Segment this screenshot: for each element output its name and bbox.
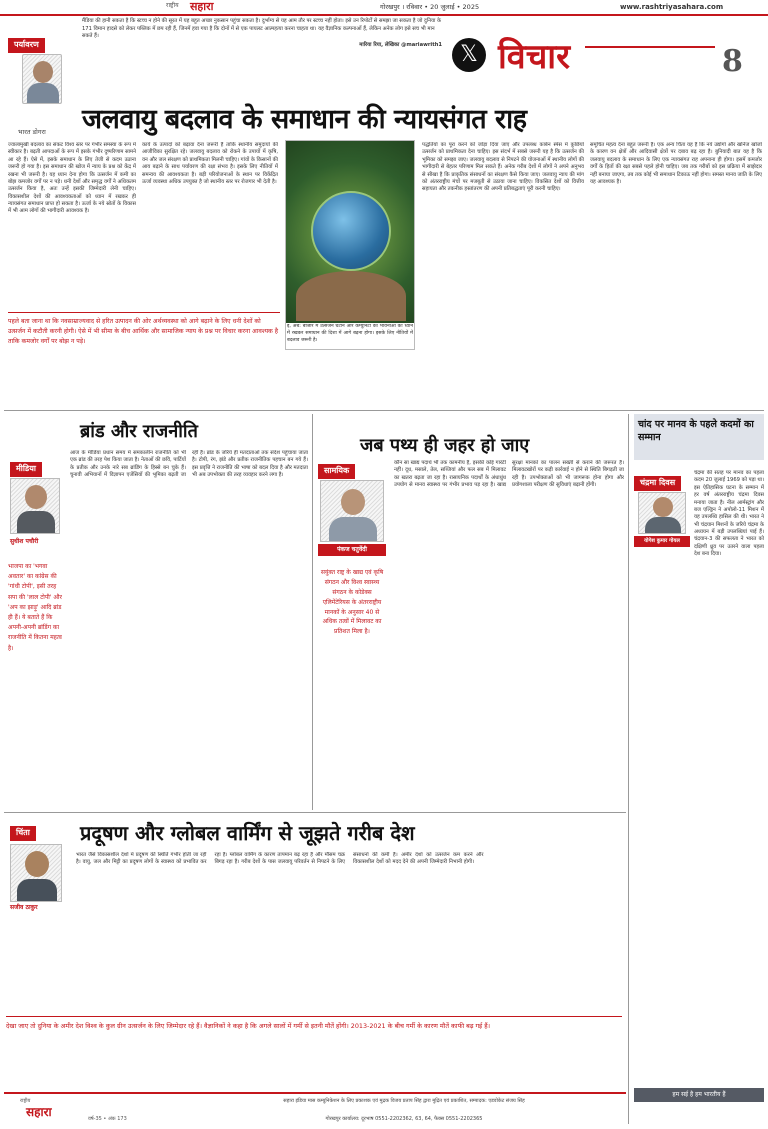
poison-headline: जब पथ्य ही जहर हो जाए — [360, 435, 530, 456]
pollution-box — [6, 818, 70, 968]
author-name: भारत डोगरा — [18, 128, 46, 136]
author-photo — [10, 844, 62, 902]
lead-col-3: पद्धतियों का पूरा करने को जोड़ा दिया जाए और उपलब्ध कार्बन स्पेस में कुछियों उत्सर्जन को प्राथमिकता देना चाहिए। इस संदर्भ में सबसे जरूरी यह है कि उत्सर्जन की भूमिका को समझा जाए। जलवायु बदलाव से निपटने की योजनाओं में स्थानीय लोगों की भागीदारी से बेहतर परिणाम मिल सकते हैं। अनेक गरीब देशों में लोगों ने अपने अनुभव से सीखा है कि प्राकृतिक संसाधनों का संरक्षण कैसे किया जाए। जलवायु न्याय की मांग को अंतरराष्ट्रीय मंचों पर मजबूती से उठाया जाना चाहिए। विकसित देशों को वित्तीय सहायता और तकनीक हस्तांतरण की अपनी प्रतिबद्धताएं पूरी करनी चाहिए। — [422, 142, 584, 193]
website[interactable]: www.rashtriyasahara.com — [620, 3, 724, 11]
vdivider-2 — [628, 414, 629, 1124]
lead-pullquote — [8, 312, 280, 404]
section-tag: मीडिया — [10, 462, 42, 477]
author-photo — [10, 478, 60, 534]
brand-body: आज के मीडिया प्रधान समय में समकालीन राजनीति को भी एक ब्रांड की तरह पेश किया जाता है। नेताओं की छवि, पार्टियों के प्रतीक और उनके नारे सब ब्रांडिंग के हिस्से बन चुके हैं। चुनावी अभियानों में विज्ञापन एजेंसियों की भूमिका बढ़ती जा रही है। ब्रांड के जरिये ही मतदाताओं तक संदेश पहुंचाया जाता है। टोपी, रंग, झंडे और प्रतीक राजनीतिक पहचान बन गये हैं। इस प्रवृत्ति ने राजनीति की भाषा को बदल दिया है और मतदाता भी अब उपभोक्ता की तरह व्यवहार करने लगा है। — [70, 450, 308, 479]
author-name: सजीव ठाकुर — [10, 904, 38, 911]
footer-issue: वर्ष-35 • अंक 173 — [88, 1116, 127, 1122]
moon-body: चंद्रमा की सतह पर मानव का पहला कदम 20 जुलाई 1969 को पड़ा था। इस ऐतिहासिक घटना के सम्मान में हर वर्ष अंतरराष्ट्रीय चंद्रमा दिवस मनाया जाता है। नील आर्मस्ट्रांग और बज एल्ड्रिन ने अपोलो-11 मिशन में यह उपलब्धि हासिल की थी। भारत ने भी चंद्रयान मिशनों के जरिये चंद्रमा के अध्ययन में बड़ी उपलब्धियां पाई हैं। चंद्रयान-3 की सफलता ने भारत को दक्षिणी ध्रुव पर उतरने वाला पहला देश बना दिया। — [694, 470, 764, 558]
footer-contact: गोरखपुर कार्यालय: दूरभाष 0551-2202362, 63, 64, फैक्स 0551-2202365 — [325, 1116, 483, 1122]
brand-box — [6, 446, 64, 808]
author-name: पंकज चतुर्वेदी — [318, 544, 386, 556]
lead-col-2: कार्य के उत्पादों को बढ़ावा देना जरूरी है ताकि स्थानीय समुदायों की आजीविका सुरक्षित रहे। जलवायु बदलाव को रोकने के उपायों में कृषि, वन और जल संरक्षण को प्राथमिकता मिलनी चाहिए। गांवों के किसानों की आय बढ़ाने के साथ पर्यावरण की रक्षा संभव है। इसके लिए नीतियों में समन्वय की आवश्यकता है। बड़ी परियोजनाओं के स्थान पर विकेंद्रित ऊर्जा व्यवस्था अधिक उपयुक्त है जो स्थानीय स्तर पर रोजगार भी देती है। — [142, 142, 278, 185]
brand-headline: ब्रांड और राजनीति — [80, 421, 198, 442]
section-tag: चंद्रमा दिवस — [634, 476, 681, 491]
footer-brand: सहारा — [26, 1105, 52, 1119]
lead-col-1: ज्वालामुखी बदलाव का संकट विश्व स्तर पर गंभीर समस्या के रूप में स्वीकार है। बढ़ती आपदाओं के रूप में इसके गंभीर दुष्परिणाम सामने आ रहे हैं। ऐसे में, इसके समाधान के लिए तेजी से कदम उठाना जरूरी हो गया है। इस समाधान की खोज में न्याय के प्रश्न को केंद्र में रखना भी जरूरी है। यह ध्यान देना होगा कि उत्सर्जन में कमी का बोझ कमजोर वर्गों पर न पड़े। धनी देशों और समृद्ध वर्गों ने अधिकतम उत्सर्जन किया है, अतः उन्हें इसकी जिम्मेदारी लेनी चाहिए। विकासशील देशों की आवश्यकताओं को ध्यान में रखकर ही न्यायसंगत समाधान प्राप्त हो सकता है। ऊर्जा के नये स्रोतों के विकास में भी आम लोगों की भागीदारी आवश्यक है। — [8, 142, 136, 215]
author-name: योगेश कुमार गोयल — [634, 536, 690, 547]
author-photo — [22, 54, 62, 104]
divider-2 — [4, 812, 626, 813]
moon-header — [634, 414, 764, 460]
moon-headline: चांद पर मानव के पहले कदमों का सम्मान — [638, 419, 754, 444]
top-quote — [82, 18, 442, 66]
author-photo — [320, 480, 384, 542]
lead-photo — [285, 140, 415, 350]
moon-footer-text: हम सई है हम भारतीय हैं — [672, 1091, 726, 1098]
section-title: विचार — [498, 37, 571, 77]
section-divider — [585, 46, 715, 48]
brand-logo: सहारा — [190, 0, 214, 13]
poison-pull: सयुंक्त राष्ट्र के खाद्य एवं कृषि संगठन और विश्व स्वास्थ्य संगठन के कोडेक्स एलिमेंटेरियस के अंतरराष्ट्रीय मानकों के अनुसार 40 से अधिक तत्वों में मिलावट का प्रतिशत मिला है। — [320, 569, 384, 636]
quote-text: मैंडिया की हानी सकता है कि स्टच्च न होने की सूरत में यह बहुत अच्छा नुकसान पहुंचा सकता है। दुर्भाग्य से यह आम तौर पर स्टच्च नहीं होता। इसे उन रिपोर्टों से समझा जा सकता है जो दुनिया के 171 विमान हादसे को लेकर पब्लिक में छप रही हैं, जिनमें हवा गया है कि दोनों में से एक पायलट आत्महत्या करना चाहता था। यह वैज्ञानिक कल्पनाओं हैं, लेकिन अनेक लोग इसे सच भी मान सकते हैं। — [82, 18, 441, 40]
divider-1 — [4, 410, 764, 411]
pollution-body: भारत जैसे विकासशील देशों में प्रदूषण की स्थिति गंभीर होती जा रही है। वायु, जल और मिट्टी का प्रदूषण लोगों के स्वास्थ्य को प्रभावित कर रहा है। ग्लोबल वार्मिंग के कारण तापमान बढ़ रहा है और मौसम चक्र बिगड़ रहा है। गरीब देशों के पास जलवायु परिवर्तन से निपटने के लिए संसाधनों की कमी है। अमीर देशों को उत्सर्जन कम करने और विकासशील देशों को मदद देने की अपनी जिम्मेदारी निभानी होगी। — [76, 852, 484, 866]
x-logo-icon: 𝕏 — [452, 38, 486, 72]
pollution-pull-text: देखा जाए तो दुनिया के अमीर देश विश्व के कुल ग्रीन उत्सर्जन के लिए जिम्मेदार रहे हैं। वैज्ञानिकों ने कहा है कि अगले सालों में गर्मी से इतनी मौतें होंगी। 2013-2021 के बीच गर्मी के कारण मौतें काफी बढ़ गई हैं। — [6, 1022, 491, 1030]
date-line: गोरखपुर । रविवार • 20 जुलाई • 2025 — [380, 3, 480, 11]
photo-caption: ई, अब: बाजार में उत्सर्जन घटाने और कम्युनिटी की भावनाओं को ध्यान में रखकर समाधान की दिशा में आगे बढ़ना होगा। इसके लिए नीतियों में बदलाव जरूरी है। — [287, 324, 413, 343]
section-tag: पर्यावरण — [8, 38, 45, 53]
pollution-headline: प्रदूषण और ग्लोबल वार्मिंग से जूझते गरीब देश — [80, 821, 415, 845]
section-tag: चिंता — [10, 826, 36, 841]
author-name: सुधीश पचौरी — [10, 538, 39, 545]
poison-body: कौन सा खाद्य पदार्थ भी तक कामनीय है, इसकी कोई गारंटी नहीं। दूध, मसाले, तेल, सब्जियां और फल सब में मिलावट का खतरा बढ़ता जा रहा है। रासायनिक पदार्थों के अंधाधुंध उपयोग से मानव स्वास्थ्य पर गंभीर प्रभाव पड़ रहा है। खाद्य सुरक्षा मानकों का पालन सख्ती से कराने की जरूरत है। मिलावटखोरों पर कड़ी कार्रवाई न होने से स्थिति बिगड़ती जा रही है। उपभोक्ताओं को भी जागरूक होना होगा और प्रयोगशाला परीक्षण की सुविधाएं बढ़ानी होंगी। — [394, 460, 624, 489]
vdivider-1 — [312, 414, 313, 810]
brand-pull: भाजपा का 'भगवा अवतार' का कांग्रेस की 'गांधी टोपी', इसी तरह सपा की 'लाल टोपी' और 'अप का झाड़ू' आदि ब्रांड ही हैं। ये बताते हैं कि अपनी-अपनी ब्रांडिंग का राजनीति में कितना महत्व है। — [8, 563, 62, 652]
section-tag: सामयिक — [318, 464, 355, 479]
lead-col-4: समूचित महत्व देना बहुत जरूरी है। एक अन्य चिंता यह है कि नये उद्योगों और खनिज खोजों के कारण वन क्षेत्रों और आदिवासी क्षेत्रों पर दबाव बढ़ रहा है। बुनियादी बात यह है कि जलवायु बदलाव के समाधान के लिए एक न्यायसंगत राह अपनाना ही होगा। इसमें कमजोर वर्गों के हितों की रक्षा सबसे पहले होनी चाहिए। जब तक गरीबों को इस प्रक्रिया में साझेदार नहीं बनाया जाएगा, तब तक कोई भी समाधान टिकाऊ नहीं होगा। समस्त मानव जाति के लिए यह आवश्यक है। — [590, 142, 762, 185]
masthead — [0, 0, 768, 16]
page-footer — [4, 1092, 626, 1126]
pullquote-text: पहले बता जाना था कि नवसाम्राज्यवाद से हरित उत्पादन की ओर अर्थव्यवस्था को आगे बढ़ाने के लिए धनी देशों को उत्सर्जन में कटौती करनी होगी। ऐसे में भी सीमा के बीच आर्थिक और सामाजिक न्याय के प्रश्न पर विचार करना आवश्यक है ताकि कमजोर वर्गों पर बोझ न पड़े। — [8, 318, 279, 345]
page-number: 8 — [722, 44, 743, 79]
columnist-box — [4, 16, 76, 136]
pollution-pull — [6, 1016, 622, 1066]
moon-footer — [634, 1088, 764, 1102]
footer-imprint: सहारा इंडिया मास कम्युनिकेशन के लिए प्रकाशक एवं मुद्रक विजय प्रताप सिंह द्वारा मुद्रित एवं प्रकाशित, सम्पादक: एडवोकेट संजय सिंह — [283, 1098, 525, 1104]
poison-box — [316, 456, 388, 808]
quote-author: मारिया रिया, लेखिका @mariawrith1 — [359, 41, 442, 48]
footer-brand-prefix: राष्ट्रीय — [20, 1098, 31, 1104]
lead-headline: जलवायु बदलाव के समाधान की न्यायसंगत राह — [82, 104, 527, 135]
author-photo — [638, 492, 686, 534]
brand-prefix: राष्ट्रीय — [166, 2, 179, 9]
